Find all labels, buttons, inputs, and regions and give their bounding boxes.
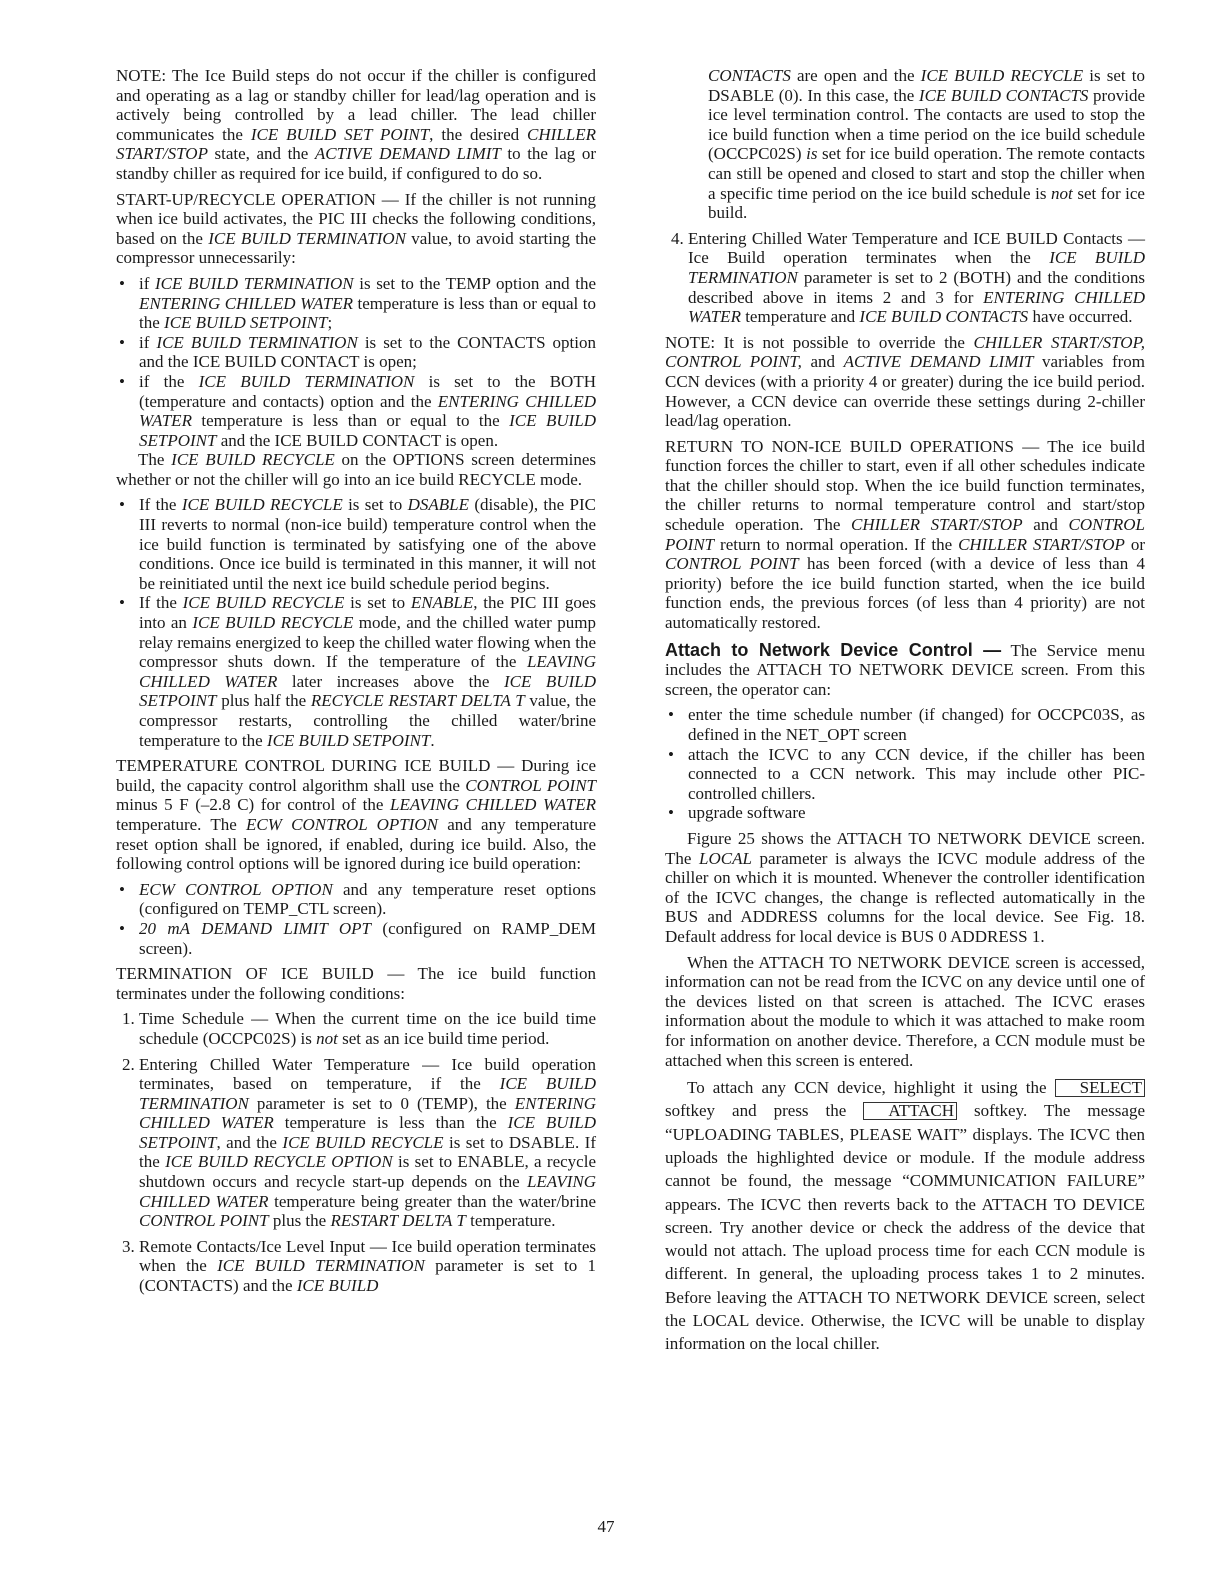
italic-term: CONTROL POINT <box>465 775 596 795</box>
bullet-item <box>116 274 596 333</box>
italic-term: CHILLER START/STOP <box>116 124 597 164</box>
italic-term: CONTROL POINT <box>665 554 799 574</box>
item-number: 4. <box>671 228 684 248</box>
text-run: to the lag or standby chiller as required for ice build, if configured to do so. <box>116 144 597 183</box>
page-number: 47 <box>597 1517 615 1536</box>
text-run: on the OPTIONS screen determines whether or not the chiller will go into an ice build RECYCLE mode. <box>116 450 596 489</box>
text-run: is set to the BOTH (temperature and contacts) option and the <box>139 371 596 411</box>
paragraph <box>116 450 596 489</box>
text-run: mode, and the chilled water pump relay remains energized to keep the chilled water flowing when the compressor shuts down. If the temperature of the <box>139 613 596 672</box>
text-run: Entering Chilled Water Temperature — Ice build operation terminates, based on temperature, if the <box>139 1054 596 1094</box>
italic-term: ICE BUILD RECYCLE <box>920 66 1084 85</box>
text-run: parameter is set to 0 (TEMP), the <box>248 1093 515 1113</box>
italic-term: ICE BUILD TERMINATION <box>688 248 1145 287</box>
text-run: if <box>139 332 157 352</box>
italic-term: ECW CONTROL OPTION <box>139 879 333 899</box>
paragraph <box>116 964 596 1003</box>
paragraph <box>665 953 1145 1071</box>
italic-term: CONTACTS <box>708 66 791 85</box>
text-run: temperature. <box>465 1211 556 1231</box>
bullet-item <box>665 745 1145 804</box>
text-run: or <box>1124 534 1145 554</box>
text-run: value, the compressor restarts, controlling the chilled water/brine temperature to the <box>139 691 596 750</box>
text-run: is set to DSABLE. If the <box>139 1132 596 1172</box>
italic-term: ENTERING CHILLED WATER <box>139 391 596 431</box>
text-run: and the ICE BUILD CONTACT is open. <box>216 430 499 450</box>
numbered-item <box>116 1009 596 1048</box>
italic-term: LEAVING CHILLED WATER <box>390 795 596 815</box>
text-run: is set to the CONTACTS option and the ICE BUILD CONTACT is open; <box>139 332 597 372</box>
text-run: provide ice level termination control. The contacts are used to stop the ice build function when a time period on the ice build schedule (OCCPC02S) <box>708 85 1145 164</box>
text-run: has been forced (with a device of less than 4 priority) before the ice build function started, when the ice build function ends, the previous forces (of less than 4 priority) are not automatically restored. <box>665 554 1145 633</box>
italic-term: ICE BUILD RECYCLE OPTION <box>165 1152 393 1172</box>
text-run: and <box>801 352 844 372</box>
text-run: set as an ice build time period. <box>337 1028 550 1048</box>
text-run: set for ice build. <box>708 183 1145 223</box>
text-run: parameter is set to 2 (BOTH) and the conditions described above in items 2 and 3 for <box>688 267 1145 307</box>
italic-term: ICE BUILD RECYCLE <box>182 593 345 613</box>
text-run: NOTE: The Ice Build steps do not occur if the chiller is configured and operating as a lag or standby chiller for lead/lag operation and is actively being controlled by a lead chiller. The lead chiller communicates the <box>116 66 596 144</box>
right-column <box>665 66 1145 1362</box>
text-run: attach the ICVC to any CCN device, if the chiller has been connected to a CCN network. This may include other PIC-controlled chillers. <box>688 744 1145 803</box>
text-run: parameter is always the ICVC module address of the chiller on which it is mounted. Whenever the controller identification of the ICVC changes, the change is reflected automatically in the BUS and ADDRESS columns for the local device. See Fig. 18. Default address for local device is BUS 0 ADDRESS 1. <box>665 848 1145 946</box>
item-number: 3. <box>122 1236 135 1256</box>
numbered-item <box>116 1237 596 1296</box>
text-run: return to normal operation. If the <box>714 534 959 554</box>
text-run: Time Schedule — When the current time on the ice build time schedule (OCCPC02S) is <box>139 1009 596 1048</box>
italic-term: RECYCLE RESTART DELTA T <box>310 691 525 711</box>
text-run: softkey and press the <box>665 1101 864 1121</box>
text-run: and any temperature reset options (configured on TEMP_CTL screen). <box>139 879 596 919</box>
bullet-item <box>116 919 596 958</box>
italic-term: ACTIVE DEMAND LIMIT <box>314 144 501 164</box>
italic-term: ENTERING CHILLED WATER <box>139 1093 596 1133</box>
italic-term: RESTART DELTA T <box>330 1211 466 1231</box>
numbered-item-continuation <box>665 66 1145 223</box>
text-run: upgrade software <box>688 803 806 823</box>
text-run: is set to the TEMP option and the <box>353 273 596 293</box>
italic-term: is <box>806 144 818 164</box>
section-heading: Attach to Network Device Control — <box>665 639 1002 660</box>
text-run: TERMINATION OF ICE BUILD — The ice build function terminates under the following conditions: <box>116 964 596 1003</box>
bullet-item <box>116 880 596 919</box>
paragraph <box>116 190 596 268</box>
text-run: The Service menu includes the ATTACH TO NETWORK DEVICE screen. From this screen, the operator can: <box>665 640 1145 699</box>
italic-term: ICE BUILD RECYCLE <box>171 450 335 470</box>
italic-term: ICE BUILD SETPOINT <box>164 313 328 333</box>
text-run: if the <box>139 371 199 391</box>
italic-term: ICE BUILD RECYCLE <box>181 495 343 515</box>
bullet-item <box>116 593 596 750</box>
italic-term: ICE BUILD TERMINATION <box>139 1074 596 1113</box>
italic-term: ENTERING CHILLED WATER <box>688 287 1145 327</box>
italic-term: LEAVING CHILLED WATER <box>139 652 596 691</box>
text-run: ; <box>327 313 333 333</box>
italic-term: LEAVING CHILLED WATER <box>139 1172 596 1211</box>
bullet-item <box>665 803 1145 823</box>
text-run: START-UP/RECYCLE OPERATION — If the chiller is not running when ice build activates, the PIC III checks the following conditions, based on the <box>116 189 596 248</box>
text-run: later increases above the <box>277 671 504 691</box>
italic-term: DSABLE <box>407 495 469 515</box>
text-run: plus half the <box>216 691 311 711</box>
text-run: softkey. The message “UPLOADING TABLES, PLEASE WAIT” displays. The ICVC then uploads the highlighted device or module. If the module address cannot be found, the message “COMMUNICATION FAILURE” appears. The ICVC then reverts back to the ATTACH TO DEVICE screen. Try another device or check the address of the device that would not attach. The upload process time for each CCN module is different. In general, the uploading process takes 1 to 2 minutes. Before leaving the ATTACH TO NETWORK DEVICE screen, select the LOCAL device. Otherwise, the ICVC will be unable to display information on the local chiller. <box>665 1101 1145 1354</box>
text-run: Remote Contacts/Ice Level Input — Ice build operation terminates when the <box>139 1236 596 1276</box>
paragraph <box>665 641 1145 700</box>
italic-term: not <box>316 1028 338 1048</box>
text-run: temperature being greater than the water/brine <box>268 1191 596 1211</box>
italic-term: ACTIVE DEMAND LIMIT <box>843 352 1034 372</box>
text-run: state, and the <box>207 144 315 164</box>
text-run: and any temperature reset option shall be ignored, if enabled, during ice build. Also, the following control options will be ignored during ice build operation: <box>116 814 597 874</box>
text-run: When the ATTACH TO NETWORK DEVICE screen is accessed, information can not be read from the ICVC on any device until one of the devices listed on that screen is attached. The ICVC erases information about the module to which it was attached to make room for information on another device. Therefore, a CCN module must be attached when this screen is entered. <box>665 952 1145 1070</box>
text-run: have occurred. <box>1028 307 1133 327</box>
text-run: is set to <box>344 593 411 613</box>
text-run: is set to <box>342 495 408 515</box>
text-run: (disable), the PIC III reverts to normal (non-ice build) temperature control when the ice build function is terminated by satisfying one of the above conditions. Once ice build is terminated in this manner, it will not be reinitiated until the next ice build schedule period begins. <box>139 495 597 593</box>
italic-term: ICE BUILD TERMINATION <box>155 273 354 293</box>
italic-term: CHILLER START/STOP, CONTROL POINT, <box>665 332 1146 372</box>
text-run: are open and the <box>790 66 921 85</box>
text-run: temperature. The <box>116 814 247 834</box>
text-run: RETURN TO NON-ICE BUILD OPERATIONS — The ice build function forces the chiller to start, even if all other schedules indicate that the chiller should stop. When the ice build function terminates, the chiller returns to normal temperature control and start/stop schedule operation. The <box>665 436 1145 535</box>
text-run: temperature is less than the <box>273 1113 508 1133</box>
paragraph <box>665 829 1145 947</box>
text-run: , the PIC III goes into an <box>139 593 596 633</box>
italic-term: 20 mA DEMAND LIMIT OPT <box>139 918 372 938</box>
text-run: if <box>139 273 156 293</box>
text-run: , the desired <box>429 124 528 144</box>
text-run: Figure 25 shows the ATTACH TO NETWORK DEVICE screen. The <box>665 828 1145 868</box>
italic-term: CONTROL POINT <box>139 1211 269 1231</box>
text-run: (configured on RAMP_DEM screen). <box>139 918 596 958</box>
paragraph <box>665 437 1145 633</box>
paragraph <box>116 756 596 874</box>
italic-term: ICE BUILD SETPOINT <box>139 671 596 711</box>
numbered-item <box>116 1055 596 1231</box>
softkey-label: ATTACH <box>863 1102 957 1120</box>
italic-term: ICE BUILD TERMINATION <box>156 332 358 352</box>
text-run: parameter is set to 1 (CONTACTS) and the <box>139 1256 596 1296</box>
italic-term: CONTROL POINT <box>665 515 1146 554</box>
text-run: temperature is less than or equal to the <box>139 293 596 333</box>
bullet-item <box>665 705 1145 744</box>
italic-term: not <box>1051 183 1073 203</box>
text-run: . <box>430 730 435 750</box>
item-number: 1. <box>122 1009 135 1029</box>
italic-term: ICE BUILD <box>296 1276 379 1296</box>
italic-term: ICE BUILD RECYCLE <box>282 1132 444 1152</box>
italic-term: CHILLER START/STOP <box>958 534 1125 554</box>
italic-term: ICE BUILD SET POINT <box>250 124 430 144</box>
italic-term: ICE BUILD RECYCLE <box>192 613 354 633</box>
text-run: To attach any CCN device, highlight it using the <box>687 1078 1055 1098</box>
italic-term: ICE BUILD SETPOINT <box>139 1113 596 1152</box>
italic-term: LOCAL <box>699 848 752 868</box>
text-run: variables from CCN devices (with a priority 4 or greater) during the ice build period. However, a CCN device can override these settings during 2-chiller lead/lag operation. <box>665 352 1146 431</box>
text-run: set for ice build operation. The remote contacts can still be opened and closed to start and stop the chiller when a specific time period on the ice build schedule is <box>708 144 1145 203</box>
text-run: plus the <box>268 1211 331 1231</box>
italic-term: ICE BUILD CONTACTS <box>859 307 1029 327</box>
text-run: temperature and <box>740 307 860 327</box>
left-column <box>116 66 596 1302</box>
bullet-item <box>116 333 596 372</box>
italic-term: ENTERING CHILLED WATER <box>139 293 354 313</box>
numbered-item <box>665 229 1145 327</box>
text-run: minus 5 F (–2.8 C) for control of the <box>116 795 390 815</box>
italic-term: ICE BUILD SETPOINT <box>266 730 431 750</box>
softkey-label: SELECT <box>1055 1079 1145 1097</box>
text-run: , and the <box>216 1132 283 1152</box>
text-run: temperature is less than or equal to the <box>191 411 510 431</box>
bullet-item <box>116 372 596 450</box>
italic-term: ICE BUILD CONTACTS <box>918 85 1089 105</box>
text-run: If the <box>139 593 183 613</box>
italic-term: ICE BUILD TERMINATION <box>208 228 406 248</box>
italic-term: ICE BUILD SETPOINT <box>139 411 596 450</box>
paragraph <box>665 333 1145 431</box>
bullet-item <box>116 495 596 593</box>
italic-term: ICE BUILD TERMINATION <box>217 1256 425 1276</box>
paragraph <box>665 1076 1145 1356</box>
text-run: and <box>1022 515 1069 535</box>
text-run: If the <box>139 495 182 515</box>
text-run: The <box>138 450 172 470</box>
text-run: value, to avoid starting the compressor unnecessarily: <box>116 228 597 268</box>
text-run: NOTE: It is not possible to override the <box>665 332 974 352</box>
text-run: TEMPERATURE CONTROL DURING ICE BUILD — During ice build, the capacity control algorithm shall use the <box>116 756 596 795</box>
italic-term: CHILLER START/STOP <box>851 515 1023 535</box>
paragraph <box>116 66 596 184</box>
text-run: is set to ENABLE, a recycle shutdown occurs and recycle start-up depends on the <box>139 1152 596 1192</box>
italic-term: ICE BUILD TERMINATION <box>198 371 415 391</box>
text-run: Entering Chilled Water Temperature and ICE BUILD Contacts — Ice Build operation terminates when the <box>688 228 1145 268</box>
item-number: 2. <box>122 1054 135 1074</box>
text-run: is set to DSABLE (0). In this case, the <box>708 66 1145 105</box>
italic-term: ECW CONTROL OPTION <box>246 814 439 834</box>
text-run: enter the time schedule number (if changed) for OCCPC03S, as defined in the NET_OPT screen <box>688 705 1145 744</box>
italic-term: ENABLE <box>410 593 474 613</box>
